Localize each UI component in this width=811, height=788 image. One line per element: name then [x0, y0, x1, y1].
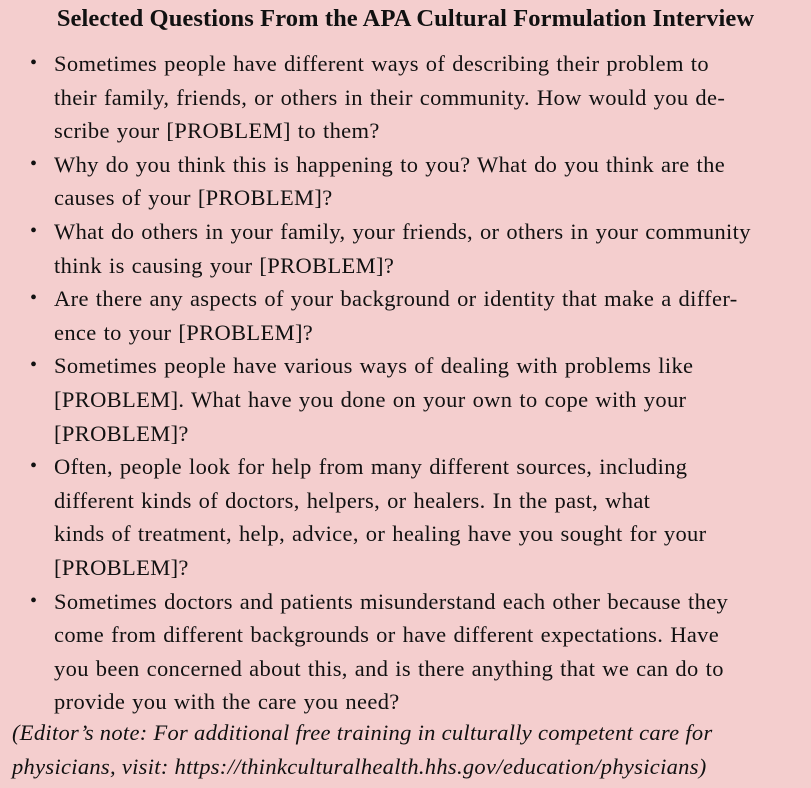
question-line: Sometimes people have different ways of describing their problem to: [54, 51, 709, 76]
bullet-icon: •: [30, 589, 38, 612]
question-text: [54, 47, 793, 148]
question-line: Sometimes people have various ways of dealing with problems like: [54, 353, 694, 379]
bullet-icon: •: [30, 52, 38, 74]
question-line: come from different backgrounds or have different expectations. Have: [54, 622, 720, 648]
bullet-icon: •: [30, 219, 38, 242]
question-line: What do others in your family, your friends, or others in your community: [54, 218, 751, 244]
question-item: [0, 349, 811, 450]
question-text: [54, 585, 793, 719]
question-line: their family, friends, or others in their community. How would you de-: [54, 84, 726, 110]
question-line: think is causing your [PROBLEM]?: [54, 252, 395, 278]
question-line: provide you with the care you need?: [54, 689, 400, 715]
question-item: [0, 450, 811, 584]
question-line: Sometimes doctors and patients misunderstand each other because they: [54, 588, 729, 614]
bullet-icon: •: [30, 455, 38, 478]
question-line: causes of your [PROBLEM]?: [54, 185, 333, 211]
question-item: [0, 148, 811, 215]
question-text: [54, 349, 793, 450]
question-item: [0, 585, 811, 719]
question-text: [54, 450, 793, 584]
question-item: [0, 215, 811, 282]
editor-note-line: physicians, visit: https://thinkculturalhealth.hhs.gov/education/physicians): [12, 753, 707, 779]
bullet-icon: •: [30, 152, 38, 175]
question-line: kinds of treatment, help, advice, or healing have you sought for your: [54, 521, 707, 547]
question-line: ence to your [PROBLEM]?: [54, 319, 314, 345]
question-line: Often, people look for help from many different sources, including: [54, 454, 688, 480]
question-text: [54, 148, 793, 215]
question-item: [0, 47, 811, 148]
question-line: [PROBLEM]?: [54, 554, 189, 580]
question-line: you been concerned about this, and is there anything that we can do to: [54, 655, 724, 681]
question-line: Are there any aspects of your background or identity that make a differ-: [54, 286, 738, 312]
question-line: different kinds of doctors, helpers, or healers. In the past, what: [54, 487, 651, 513]
question-line: Why do you think this is happening to you? What do you think are the: [54, 151, 726, 177]
question-line: [PROBLEM]. What have you done on your own to cope with your: [54, 386, 687, 412]
bullet-icon: •: [30, 287, 38, 310]
question-item: [0, 282, 811, 349]
questions-list: [0, 47, 811, 719]
question-text: [54, 282, 793, 349]
editor-note-line: (Editor’s note: For additional free training in culturally competent care for: [12, 720, 713, 745]
question-text: [54, 215, 793, 282]
question-line: scribe your [PROBLEM] to them?: [54, 118, 380, 144]
question-line: [PROBLEM]?: [54, 420, 189, 446]
panel-title: Selected Questions From the APA Cultural Formulation Interview: [56, 5, 755, 32]
bullet-icon: •: [30, 354, 38, 377]
editor-note: [12, 716, 802, 783]
